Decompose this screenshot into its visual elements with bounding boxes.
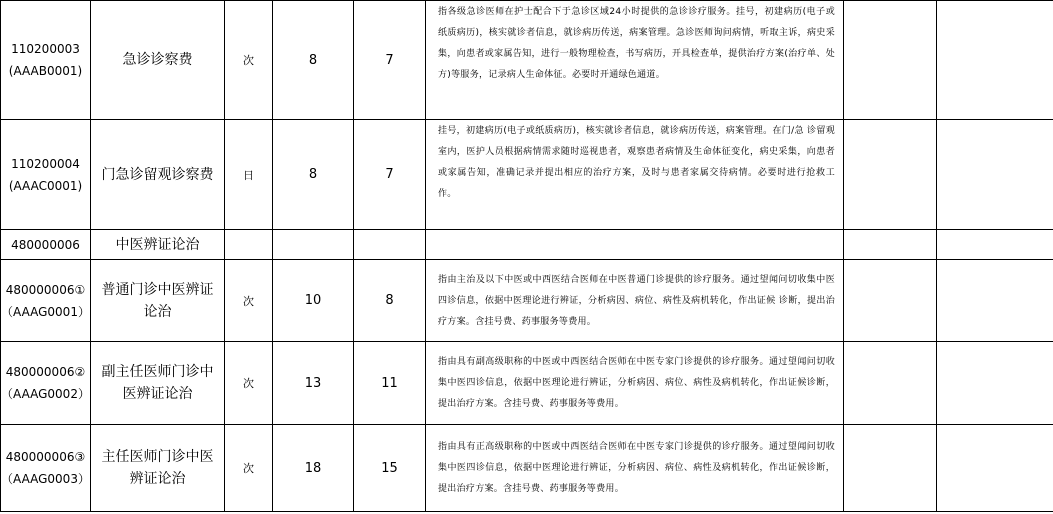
empty-cell	[844, 260, 937, 342]
item-description: 指由主治及以下中医或中西医结合医师在中医普通门诊提供的诊疗服务。通过望闻问切收集中医四诊信息，依据中医理论进行辨证，分析病因、病位、病性及病机转化，作出证候 诊断，提出治疗方案。含挂号费、药事服务等费用。	[426, 260, 844, 342]
empty-cell	[937, 120, 1053, 230]
item-price-2: 11	[354, 342, 426, 425]
item-price-2: 15	[354, 425, 426, 512]
empty-cell	[937, 342, 1053, 425]
item-description: 指由具有副高级职称的中医或中西医结合医师在中医专家门诊提供的诊疗服务。通过望闻问切收集中医四诊信息，依据中医理论进行辨证，分析病因、病位、病性及病机转化，作出证候诊断，提出治疗方案。含挂号费、药事服务等费用。	[426, 342, 844, 425]
item-unit: 次	[225, 342, 273, 425]
empty-cell	[937, 425, 1053, 512]
item-name: 急诊诊察费	[91, 1, 225, 120]
item-name: 中医辨证论治	[91, 230, 225, 260]
item-code: 480000006	[11, 237, 80, 252]
item-name: 主任医师门诊中医辨证论治	[91, 425, 225, 512]
empty-cell	[937, 1, 1053, 120]
empty-cell	[937, 260, 1053, 342]
table-row	[1, 425, 1053, 512]
empty-cell	[844, 120, 937, 230]
table-row	[1, 120, 1053, 230]
item-code: 110200003	[11, 42, 80, 56]
item-code-secondary: (AAAC0001)	[8, 178, 83, 193]
item-unit: 次	[225, 260, 273, 342]
item-description: 指各级急诊医师在护士配合下于急诊区域24小时提供的急诊诊疗服务。挂号，初建病历(电子或纸质病历)，核实就诊者信息，就诊病历传送，病案管理。急诊医师询问病情，听取主诉，病史采集，向患者或家属告知，进行一般物理检查，书写病历，开具检查单，提供治疗方案(治疗单、处方)等服务，记录病人生命体征。必要时开通绿色通道。	[426, 1, 844, 120]
item-description: 指由具有正高级职称的中医或中西医结合医师在中医专家门诊提供的诊疗服务。通过望闻问切收集中医四诊信息，依据中医理论进行辨证，分析病因、病位、病性及病机转化，作出证候诊断，提出治疗方案。含挂号费、药事服务等费用。	[426, 425, 844, 512]
item-code-cell	[1, 260, 91, 342]
item-code-cell	[1, 120, 91, 230]
empty-cell	[937, 230, 1053, 260]
item-code-secondary: （AAAG0003）	[1, 472, 90, 486]
item-code: 110200004	[11, 156, 80, 171]
item-name: 门急诊留观诊察费	[91, 120, 225, 230]
item-code: 480000006③	[5, 450, 86, 464]
item-code-cell	[1, 230, 91, 260]
empty-cell	[844, 425, 937, 512]
item-price-1: 8	[273, 120, 354, 230]
item-unit: 次	[225, 1, 273, 120]
table-row	[1, 230, 1053, 260]
item-price-2: 8	[354, 260, 426, 342]
item-code-cell	[1, 342, 91, 425]
item-price-1: 8	[273, 1, 354, 120]
empty-cell	[844, 342, 937, 425]
item-description	[426, 230, 844, 260]
item-code-secondary: （AAAG0001）	[1, 304, 90, 319]
item-code-cell	[1, 1, 91, 120]
item-unit	[225, 230, 273, 260]
item-price-1	[273, 230, 354, 260]
item-unit: 日	[225, 120, 273, 230]
empty-cell	[844, 1, 937, 120]
table-row	[1, 1, 1053, 120]
item-name: 普通门诊中医辨证论治	[91, 260, 225, 342]
item-price-2: 7	[354, 120, 426, 230]
item-description: 挂号，初建病历(电子或纸质病历)，核实就诊者信息，就诊病历传送，病案管理。在门/急 诊留观室内，医护人员根据病情需求随时巡视患者，观察患者病情及生命体征变化，病史采集，向患者或家属告知，准确记录并提出相应的治疗方案，及时与患者家属交待病情。必要时进行抢救工作。	[426, 120, 844, 230]
item-price-1: 13	[273, 342, 354, 425]
item-price-1: 10	[273, 260, 354, 342]
item-name: 副主任医师门诊中医辨证论治	[91, 342, 225, 425]
table-row	[1, 260, 1053, 342]
item-unit: 次	[225, 425, 273, 512]
item-code: 480000006①	[5, 282, 86, 297]
empty-cell	[844, 230, 937, 260]
item-code-cell	[1, 425, 91, 512]
item-code-secondary: （AAAG0002）	[1, 387, 90, 401]
item-price-2	[354, 230, 426, 260]
item-code-secondary: (AAAB0001)	[8, 64, 83, 78]
item-code: 480000006②	[5, 365, 86, 379]
item-price-2: 7	[354, 1, 426, 120]
table-row	[1, 342, 1053, 425]
item-price-1: 18	[273, 425, 354, 512]
